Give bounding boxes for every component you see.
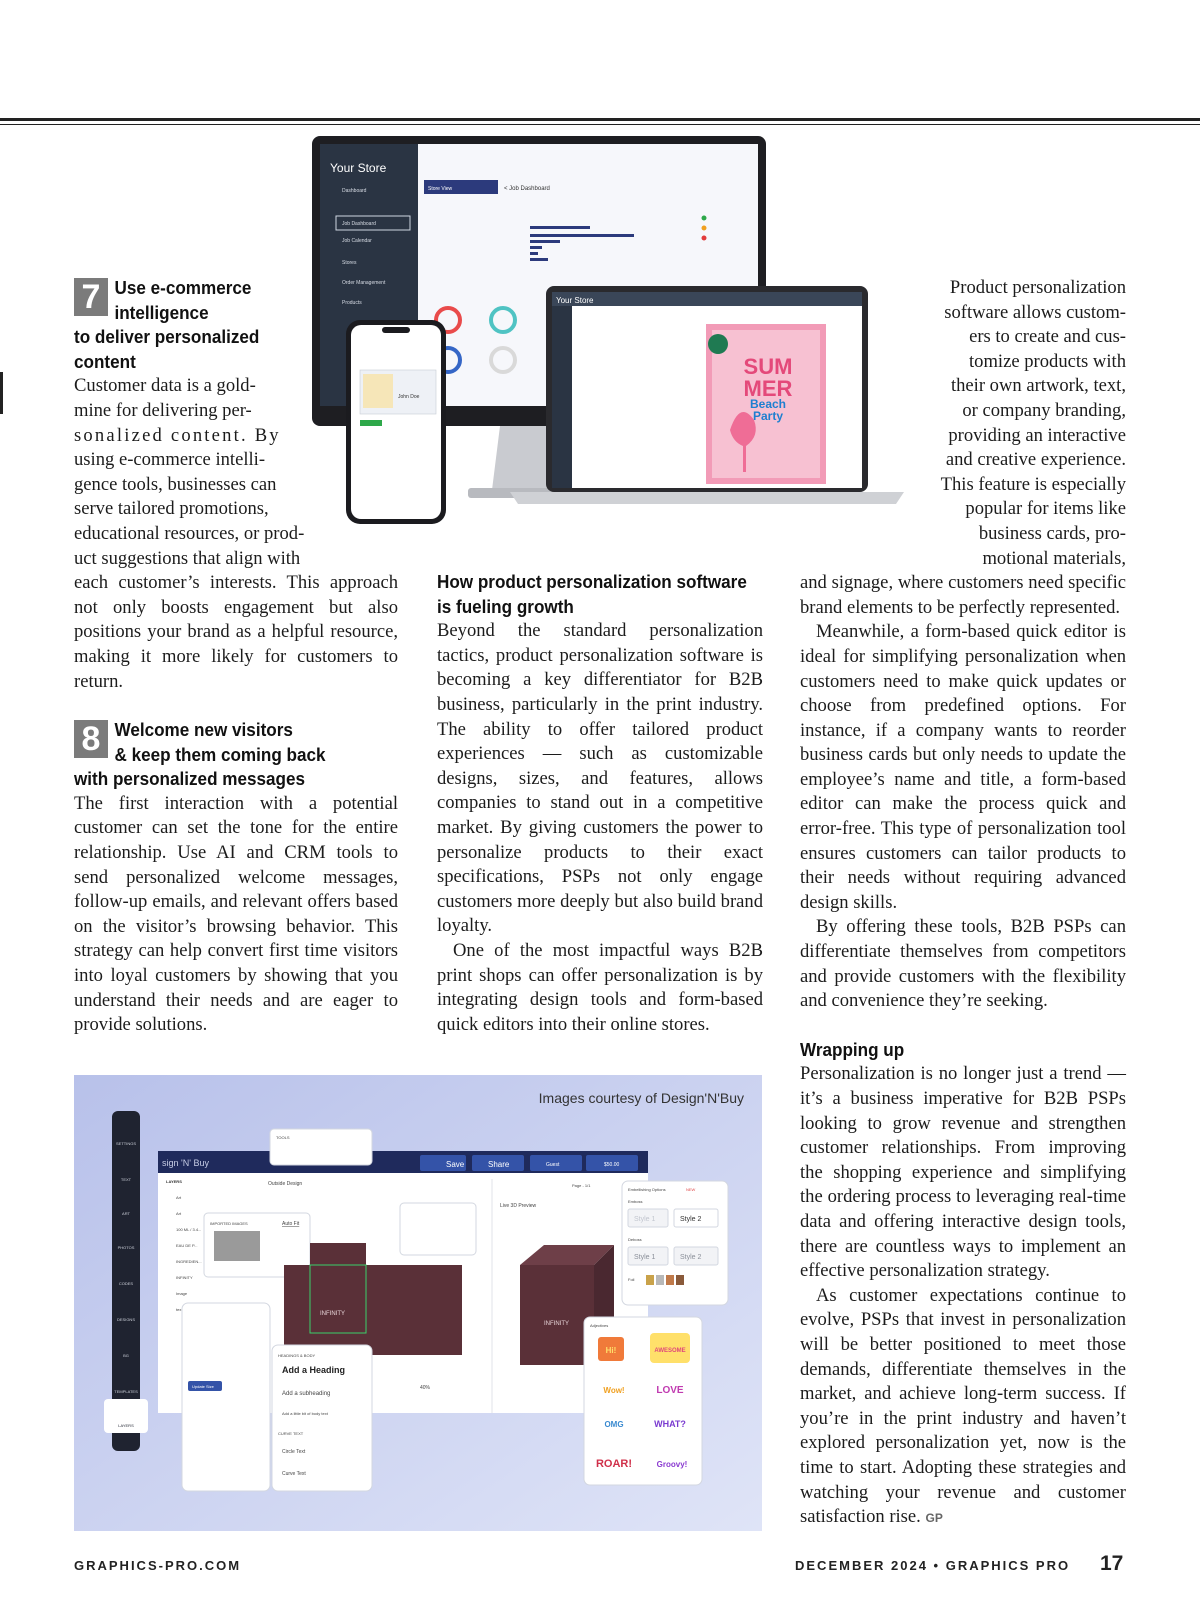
monitor-nav-2: Job Calendar [342,238,372,244]
page-label: Page - 1/1 [572,1183,591,1188]
update-size-label: Update Size [192,1384,214,1389]
outside-design-label: Outside Design [268,1181,303,1187]
embellish-new: NEW [686,1187,696,1192]
col3-line: tomize products with [969,350,1126,372]
wrap-para-2 [800,1284,1126,1531]
color-popup [400,1203,476,1255]
add-body: Add a little bit of body text [282,1411,328,1416]
embellish-emboss: Emboss [628,1199,643,1204]
embellish-foil: Foil [628,1277,635,1282]
phone-card-name: John Doe [398,394,420,400]
rail-layers: LAYERS [118,1423,134,1428]
growth-heading-1: How product personalization software [437,571,747,592]
section-8 [74,718,398,1038]
stickers-title: Adjectives [590,1323,609,1328]
box-text: INFINITY [320,1311,345,1317]
layers-title: LAYERS [166,1179,182,1184]
embellish-title: Embellishing Options [628,1187,666,1192]
rail-templates: TEMPLATES [114,1389,138,1394]
column-middle [437,570,763,1037]
section-7 [74,276,398,694]
col3-line: motional materials, [982,547,1126,569]
section-7-line: gence tools, businesses can [74,473,277,495]
save-label: Save [446,1160,465,1169]
column-right [800,276,1126,1531]
emboss-style-1-label: Style 1 [634,1216,656,1223]
col3-line: popular for items like [965,498,1126,520]
rail-photos: PHOTOS [117,1245,135,1250]
section-7-line: mine for delivering per- [74,399,252,421]
layer-7: text [176,1307,183,1312]
layer-5: INFINITY [176,1275,193,1280]
app-logo: sign 'N' Buy [162,1158,209,1168]
circle-text: Circle Text [282,1449,306,1455]
monitor-nav-4: Order Management [342,280,386,286]
deboss-style-1-label: Style 1 [634,1254,656,1261]
price-label: $50.00 [604,1162,620,1168]
col3-line: or company branding, [962,399,1126,421]
section-7-heading-2: intelligence [114,301,209,323]
sticker-awesome: AWESOME [654,1348,686,1354]
col3-line: providing an interactive [948,424,1126,446]
section-7-line: educational resources, or prod- [74,522,305,544]
monitor-legend-dots [702,216,707,241]
growth-para-2: One of the most impactful ways B2B print shops can offer personalization is by integrating design tools and form-based quick editors into their online stores. [437,939,763,1035]
col3-line: software allows custom- [944,301,1126,323]
imported-thumb [214,1231,260,1261]
laptop-title: Your Store [556,296,594,305]
rail-designs: DESIGNS [116,1317,136,1322]
header-rule [0,118,1200,121]
curve-title: CURVE TEXT [278,1431,304,1436]
laptop-sidebar [552,292,572,488]
growth-heading-2: is fueling growth [437,595,574,617]
col3-para-2: Meanwhile, a form-based quick editor is ideal for simplifying personalization when customers need to make quick updates or choose from predefined options. For instance, if a company wants to reorder business cards but only needs to update the employee’s name and title, a form-based editor can make the process quick and error-free. This type of personalization tool ensures customers can tailor products to their needs without requiring advanced design skills. [800,621,1126,913]
tools-label: TOOLS [276,1135,290,1140]
section-8-number: 8 [74,720,108,758]
col3-para-3: By offering these tools, B2B PSPs can differentiate themselves from competitors and provide customers with the flexibility and convenience they’re seeking. [800,916,1126,1012]
section-7-heading-3: to deliver personalized [74,326,260,348]
monitor-nav-5: Products [342,300,362,306]
monitor-nav-3: Stores [342,260,357,266]
section-8-heading-2: & keep them coming back [114,743,326,765]
layer-0: Art [176,1195,182,1200]
image-credit: Images courtesy of Design'N'Buy [538,1090,744,1106]
section-7-wrapped-lines [74,374,324,571]
growth-para-1: Beyond the standard personalization tactics, product personalization software is becoming a key differentiator for B2B business, particularly in the print industry. The ability to offer tailored product experiences — such as customizable designs, sizes, and features, allows companies to stand out in a competitive market. By giving customers the power to personalize products to their exact specifications, PSPs not only engage customers more deeply but also build brand loyalty. [437,620,763,937]
section-7-heading-1: Use e-commerce [114,277,252,298]
imported-images-label: IMPORTED IMAGES [210,1221,248,1226]
layer-1: Art [176,1211,182,1216]
poster-party: Party [752,409,784,423]
monitor-nav-1: Job Dashboard [342,221,376,227]
layer-6: Image [176,1291,188,1296]
section-8-body: The first interaction with a potential customer can set the tone for the entire relationship. Use AI and CRM tools to send personalized welcome messages, follow-up emails, and relevant offers based on the visitor’s browsing behavior. This strategy can help convert first time visitors into loyal customers by showing that you understand their needs and are eager to provide solutions. [74,792,398,1036]
rail-bg: BG [123,1353,129,1358]
share-label: Share [488,1160,510,1169]
rail-art: ART [122,1211,130,1216]
sticker-omg: OMG [604,1420,624,1429]
sticker-love: LOVE [656,1385,684,1396]
sticker-hi: Hi! [605,1346,617,1355]
monitor-store-view: Store View [428,186,453,192]
layer-3: EAU DE P... [176,1243,198,1248]
zoom-label: 40% [420,1385,431,1391]
header-rule-thin [0,124,1200,125]
wrap-para-1: Personalization is no longer just a trend — it’s a business imperative for B2B PSPs looking to grow revenue and strengthen customer relationships. From improving the shopping experience and simplifying the ordering process to leveraging real-time data and offering interactive design tools, there are countless ways to implement an effective personalization strategy. [800,1063,1126,1282]
sticker-wow: Wow! [603,1386,625,1395]
deboss-style-2-label: Style 2 [680,1254,702,1261]
layer-2: 100 ML / 3.4... [176,1227,202,1232]
rail-text: TEXT [120,1177,132,1182]
sticker-roar: ROAR! [595,1458,633,1470]
col3-line: and creative experience. [945,449,1126,471]
layer-4: INGREDIEN... [176,1259,202,1264]
size-panel [182,1303,270,1491]
monitor-job-title: < Job Dashboard [504,186,550,192]
sticker-groovy: Groovy! [656,1460,688,1469]
section-8-heading-1: Welcome new visitors [114,719,293,741]
col3-para-1: and signage, where customers need specific brand elements to be perfectly represented. [800,572,1126,618]
monitor-nav-0: Dashboard [342,188,367,194]
section-7-number: 7 [74,278,108,316]
col3-line: ers to create and cus- [969,326,1126,348]
section-8-heading-3: with personalized messages [74,768,306,790]
headings-title: HEADINGS & BODY [278,1353,316,1358]
poster-summer-2: MER [743,376,793,401]
column-left [74,276,398,1038]
sticker-what: WHAT? [654,1419,686,1429]
col3-wrapped-lines [800,276,1126,571]
poster-beach: Beach [749,397,787,411]
wrap-para-2-text: As customer expectations continue to evolve, PSPs that invest in personalization will be better positioned to meet those demands, differentiate themselves in the market, and achieve long-term success. If you’re in the print industry and haven’t explored personalization yet, now is the time to start. Adopting these strategies and watching your revenue and customer satisfaction rise. [800,1284,1126,1528]
emboss-style-2-label: Style 2 [680,1216,702,1223]
section-7-body: each customer’s interests. This approach not only boosts engagement but also positions your brand as a helpful resource, making it more likely for customers to return. [74,572,398,692]
col3-line: business cards, pro- [978,522,1126,544]
end-mark: GP [925,1511,943,1526]
monitor-title: Your Store [330,161,387,175]
poster-summer-1: SUM [743,354,793,379]
col3-line: their own artwork, text, [950,375,1126,397]
auto-fit-label: Auto Fit [282,1221,300,1227]
section-7-line: serve tailored promotions, [74,498,269,520]
page-number: 17 [1100,1552,1124,1575]
col3-line: Product personalization [949,277,1126,298]
section-7-line: using e-commerce intelli- [74,449,266,471]
margin-mark [0,372,3,414]
footer-issue: DECEMBER 2024 • GRAPHICS PRO [795,1558,1071,1573]
box-3d-front [520,1265,594,1365]
add-heading: Add a Heading [282,1365,346,1375]
curve-text: Curve Text [282,1471,306,1477]
add-subheading: Add a subheading [282,1391,331,1397]
wrap-heading: Wrapping up [800,1038,905,1060]
embellish-deboss: Deboss [628,1237,642,1242]
section-7-line: Customer data is a gold- [74,375,256,397]
section-7-line: uct suggestions that align with [74,547,301,569]
footer-site: GRAPHICS-PRO.COM [74,1558,242,1573]
box-3d-text: INFINITY [544,1321,569,1327]
poster-leaf [708,334,728,354]
col3-line: This feature is especially [940,473,1126,495]
preview-label: Live 3D Preview [500,1203,537,1209]
wrap-section [800,1038,1126,1531]
rail-settings: SETTINGS [115,1141,137,1146]
guest-label: Guest [546,1162,560,1168]
section-7-line: sonalized content. By [74,424,281,446]
rail-codes: CODES [118,1281,134,1286]
section-7-heading-4: content [74,350,136,372]
designer-screenshot-image [74,1075,762,1531]
